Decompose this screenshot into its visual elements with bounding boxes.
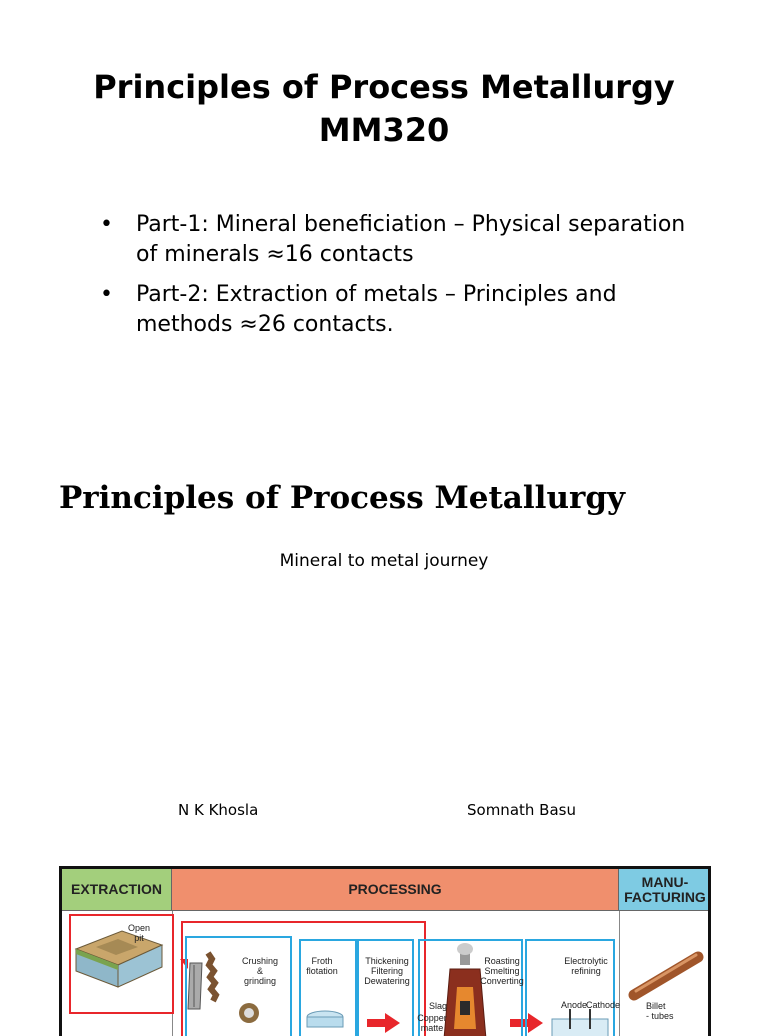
bullet-item-2 [100,280,700,340]
label-cathode: Cathode [586,1000,621,1010]
copper-billet-illustration [634,955,698,995]
header-extraction: EXTRACTION [62,869,172,911]
label-crushing: Crushing & grinding [241,956,279,986]
label-copper-matte: Copper matte [417,1013,447,1033]
froth-highlight-box [299,939,357,1036]
journey-caption: Mineral to metal journey [279,551,489,571]
label-froth-flotation: Froth flotation [306,956,338,976]
title-line-1: Principles of Process Metallurgy [93,68,675,106]
label-billet: Billet - tubes [646,1001,674,1021]
label-thickening: Thickening Filtering Dewatering [364,956,410,986]
label-open-pit: Open pit [127,923,151,943]
process-flow-figure [59,866,711,1036]
electrolytic-highlight-box [525,939,615,1036]
author-1: N K Khosla [178,801,259,819]
bullet-text-2: Part-2: Extraction of metals – Principles and methods ≈26 contacts. [136,282,617,337]
bullet-marker: • [100,282,113,307]
bullet-marker: • [100,212,113,237]
bullet-text-1: Part-1: Mineral beneficiation – Physical separation of minerals ≈16 contacts [136,212,686,267]
bullet-list [100,210,700,350]
author-2: Somnath Basu [467,801,576,819]
crushing-highlight-box [185,936,292,1036]
slide-title [0,66,768,152]
label-slag: Slag [428,1001,447,1011]
label-anode: Anode [560,1000,588,1010]
label-electrolytic: Electrolytic refining [564,956,608,976]
thickening-highlight-box [357,939,414,1036]
label-roasting: Roasting Smelting Converting [480,956,524,986]
bullet-item-1 [100,210,700,270]
header-processing: PROCESSING [172,869,619,911]
title-line-2: MM320 [318,111,450,149]
header-manufacturing-text: MANU- FACTURING [624,873,706,905]
section-heading: Principles of Process Metallurgy [59,480,626,516]
